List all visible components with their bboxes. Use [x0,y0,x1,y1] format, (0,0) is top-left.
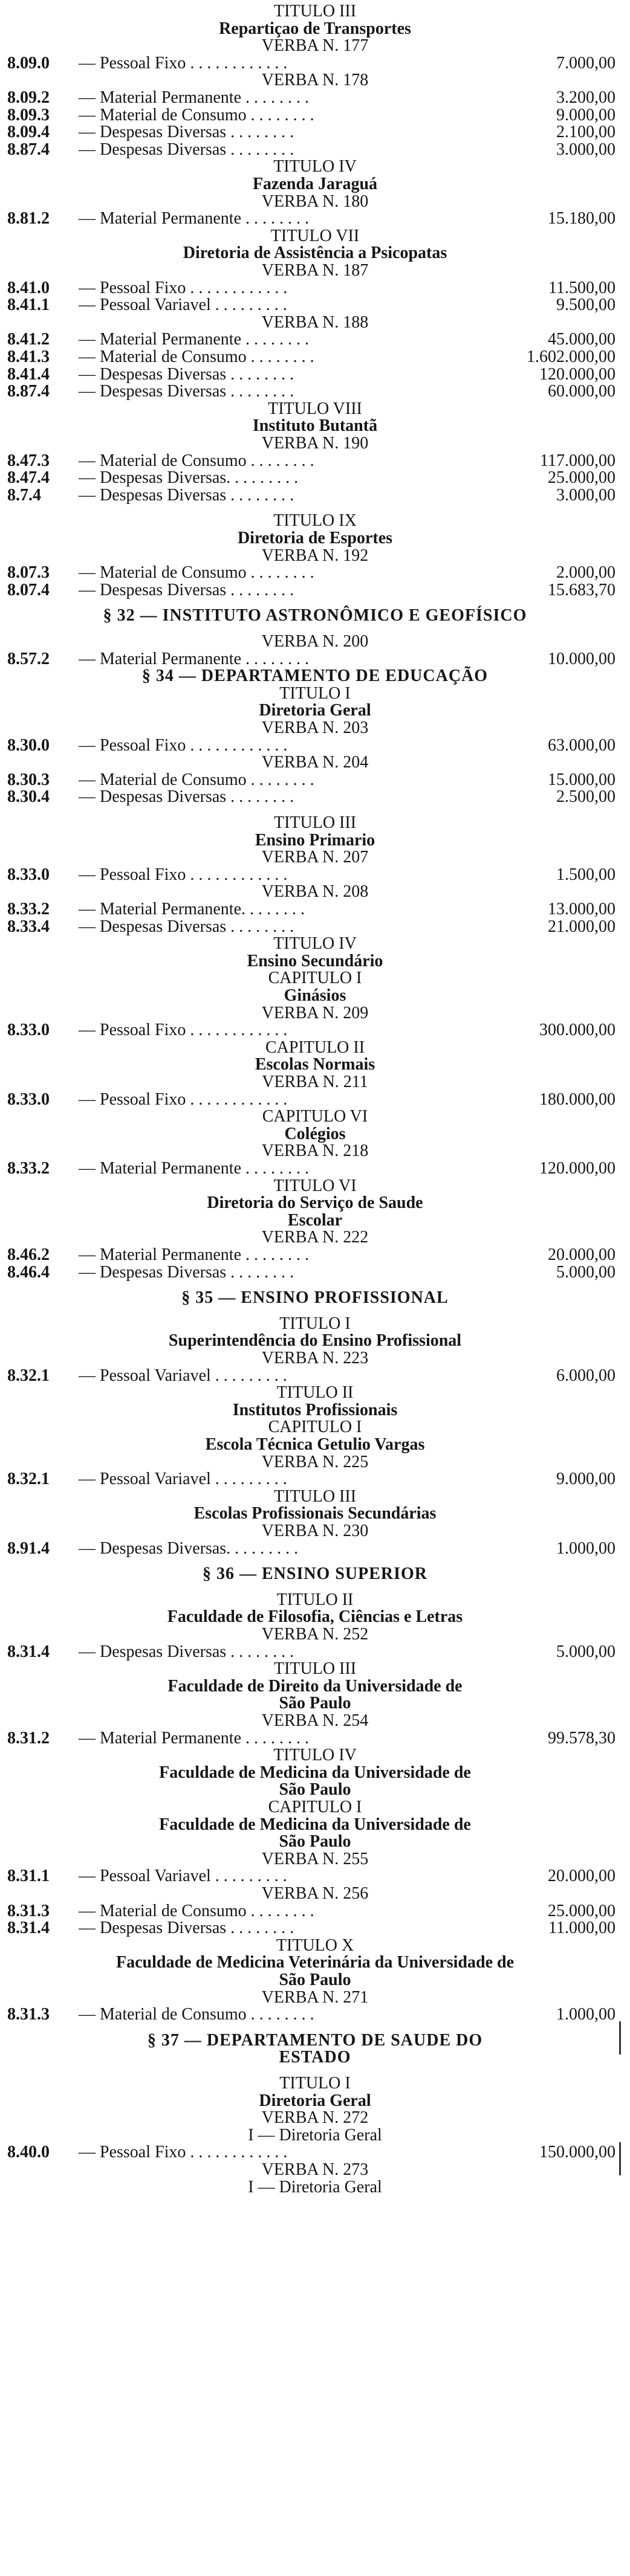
title-heading: VERBA N. 223 [261,1349,369,1367]
title-heading: TITULO II [276,1383,354,1403]
budget-description: — Despesas Diversas. . . . . . . . . [79,468,299,488]
budget-amount: 11.000,00 [548,1919,615,1938]
unit-heading: Diretoria de Esportes [237,529,393,547]
budget-code: 8.47.3 [7,451,50,470]
unit-heading: Fazenda Jaraguá [252,175,378,193]
budget-description: — Despesas Diversas . . . . . . . . [79,364,294,384]
budget-amount: 120.000,00 [539,1159,615,1178]
title-heading: TITULO III [273,1659,357,1679]
unit-heading: Escola Técnica Getulio Vargas [205,1435,425,1454]
title-heading: VERBA N. 178 [261,71,369,90]
title-heading: VERBA N. 273 [261,2160,369,2179]
budget-line [0,902,630,917]
budget-code: 8.31.4 [7,1919,50,1938]
title-heading: VERBA N. 208 [261,882,369,902]
budget-amount: 15.180,00 [548,209,615,228]
title-heading: CAPITULO VI [262,1107,368,1126]
budget-code: 8.09.3 [7,105,50,124]
budget-description: — Despesas Diversas. . . . . . . . . [79,1538,299,1558]
budget-line [0,297,630,313]
title-heading: TITULO I [279,1314,351,1333]
budget-description: — Despesas Diversas . . . . . . . . [79,485,294,505]
budget-code: 8.09.2 [7,88,50,107]
budget-amount: 1.500,00 [556,865,615,884]
budget-line [0,772,630,788]
budget-line [0,1644,630,1660]
budget-code: 8.32.1 [7,1366,50,1385]
section-heading: ESTADO [279,2048,351,2067]
budget-line [0,1022,630,1038]
budget-description: — Despesas Diversas . . . . . . . . [79,787,294,807]
unit-heading: Diretoria Geral [259,2091,371,2110]
title-heading: VERBA N. 255 [261,1849,369,1868]
budget-line [0,867,630,883]
unit-heading: Colégios [284,1124,346,1143]
budget-amount: 63.000,00 [548,735,615,755]
budget-amount: 13.000,00 [548,900,615,918]
title-heading: TITULO IV [273,157,357,176]
title-heading: VERBA N. 211 [262,1073,368,1091]
budget-line [0,384,630,399]
budget-code: 8.30.0 [7,735,50,755]
budget-code: 8.41.1 [7,295,50,315]
unit-heading: Instituto Butantã [252,416,378,436]
title-heading: I — Diretoria Geral [248,2125,382,2145]
budget-amount: 2.500,00 [556,787,615,807]
budget-description: — Material de Consumo . . . . . . . . [79,563,314,583]
budget-amount: 5.000,00 [556,1262,615,1282]
budget-amount: 25.000,00 [548,1901,615,1920]
title-heading: TITULO III [273,813,357,832]
budget-description: — Material Permanente . . . . . . . . [79,1245,310,1264]
title-heading: VERBA N. 254 [261,1711,369,1730]
budget-amount: 7.000,00 [556,53,615,73]
section-heading: § 35 — ENSINO PROFISSIONAL [181,1288,449,1308]
budget-code: 8.31.3 [7,1901,50,1920]
budget-description: — Material de Consumo . . . . . . . . [79,1901,314,1920]
unit-heading: Faculdade de Direito da Universidade de [167,1676,463,1696]
budget-code: 8.31.1 [7,1867,50,1886]
budget-code: 8.81.2 [7,209,50,228]
budget-code: 8.07.4 [7,580,50,599]
section-heading: § 36 — ENSINO SUPERIOR [202,1564,428,1584]
unit-heading: São Paulo [279,1971,351,1989]
title-heading: VERBA N. 222 [261,1228,369,1247]
budget-line [0,1471,630,1487]
budget-code: 8.33.0 [7,1021,50,1040]
budget-line [0,1247,630,1263]
title-heading: VERBA N. 272 [261,2108,369,2128]
budget-line [0,651,630,667]
budget-description: — Material Permanente . . . . . . . . [79,649,310,668]
budget-code: 8.33.2 [7,900,50,918]
title-heading: VERBA N. 188 [261,312,369,332]
budget-description: — Material de Consumo . . . . . . . . [79,105,314,124]
budget-code: 8.41.0 [7,278,50,297]
title-heading: TITULO IV [273,934,357,954]
budget-amount: 10.000,00 [548,649,615,668]
budget-description: — Pessoal Fixo . . . . . . . . . . . . [79,278,288,297]
title-heading: VERBA N. 230 [261,1522,369,1540]
budget-line [0,1868,630,1884]
budget-code: 8.09.4 [7,123,50,142]
budget-amount: 180.000,00 [539,1089,615,1109]
budget-code: 8.30.3 [7,770,50,789]
unit-heading: Ensino Primario [255,830,375,850]
budget-description: — Despesas Diversas . . . . . . . . [79,917,294,936]
budget-code: 8.33.0 [7,1089,50,1109]
budget-line [0,1161,630,1177]
budget-code: 8.07.3 [7,563,50,583]
margin-rule [619,2142,621,2175]
budget-code: 8.31.2 [7,1728,50,1748]
title-heading: VERBA N. 187 [261,261,369,280]
budget-amount: 9.000,00 [556,105,615,124]
budget-description: — Despesas Diversas . . . . . . . . [79,123,294,142]
budget-amount: 20.000,00 [548,1245,615,1264]
budget-description: — Material de Consumo . . . . . . . . [79,347,314,366]
budget-description: — Despesas Diversas . . . . . . . . [79,1642,294,1661]
budget-amount: 60.000,00 [548,382,615,401]
budget-code: 8.09.0 [7,53,50,73]
budget-amount: 15.683,70 [548,580,615,599]
budget-description: — Despesas Diversas . . . . . . . . [79,580,294,599]
budget-description: — Pessoal Variavel . . . . . . . . . [79,1470,287,1489]
budget-line [0,735,630,755]
budget-code: 8.41.3 [7,347,50,366]
budget-line [0,142,630,158]
title-heading: TITULO IX [273,511,357,531]
budget-amount: 2.100,00 [556,123,615,142]
budget-line [0,1368,630,1384]
budget-description: — Pessoal Variavel . . . . . . . . . [79,1867,287,1886]
title-heading: VERBA N. 271 [261,1987,369,2007]
budget-description: — Pessoal Fixo . . . . . . . . . . . . [79,2143,288,2162]
budget-code: 8.46.2 [7,1245,50,1264]
budget-description: — Despesas Diversas . . . . . . . . [79,140,294,159]
budget-code: 8.31.3 [7,2005,50,2024]
title-heading: VERBA N. 200 [261,632,369,651]
margin-rule [619,2021,621,2055]
budget-code: 8.91.4 [7,1538,50,1558]
title-heading: VERBA N. 218 [261,1141,369,1161]
budget-line [0,2145,630,2160]
budget-line [0,1538,630,1558]
budget-code: 8.41.2 [7,330,50,349]
title-heading: VERBA N. 192 [261,546,369,565]
budget-description: — Material de Consumo . . . . . . . . [79,2005,314,2024]
budget-description: — Despesas Diversas . . . . . . . . [79,1919,294,1938]
title-heading: CAPITULO II [265,1038,365,1057]
unit-heading: Escolas Profissionais Secundárias [193,1504,437,1523]
title-heading: TITULO I [279,683,351,703]
budget-code: 8.47.4 [7,468,50,488]
title-heading: TITULO X [276,1935,354,1955]
budget-code: 8.31.4 [7,1642,50,1661]
unit-heading: Ensino Secundário [247,951,383,970]
title-heading: VERBA N. 177 [261,36,369,56]
title-heading: VERBA N. 180 [261,192,369,211]
unit-heading: Diretoria Geral [259,701,371,720]
budget-line [0,485,630,505]
budget-line [0,1262,630,1282]
budget-amount: 3.200,00 [556,88,615,107]
unit-heading: São Paulo [279,1780,351,1800]
budget-line [0,470,630,486]
title-heading: TITULO III [273,2,357,21]
section-heading: § 37 — DEPARTAMENTO DE SAUDE DO [147,2030,483,2050]
budget-description: — Material Permanente . . . . . . . . [79,330,310,349]
budget-line [0,211,630,227]
section-heading: § 32 — INSTITUTO ASTRONÔMICO E GEOFÍSICO [103,606,527,625]
budget-line [0,280,630,296]
budget-line [0,1089,630,1109]
budget-description: — Material de Consumo . . . . . . . . [79,770,314,789]
unit-heading: Diretoria de Assistência a Psicopatas [183,244,447,263]
unit-heading: São Paulo [279,1694,351,1713]
budget-code: 8.87.4 [7,140,50,159]
budget-code: 8.57.2 [7,649,50,668]
budget-amount: 99.578,30 [548,1728,615,1748]
budget-line [0,90,630,106]
title-heading: CAPITULO I [268,1798,362,1816]
title-heading: VERBA N. 207 [261,848,369,867]
budget-amount: 150.000,00 [539,2143,615,2162]
title-heading: CAPITULO I [268,969,362,988]
budget-description: — Despesas Diversas . . . . . . . . [79,1262,294,1282]
budget-amount: 5.000,00 [556,1642,615,1661]
budget-description: — Despesas Diversas . . . . . . . . [79,382,294,401]
title-heading: CAPITULO I [268,1418,362,1437]
budget-amount: 1.000,00 [556,2005,615,2024]
budget-amount: 300.000,00 [539,1021,615,1040]
budget-code: 8.33.4 [7,917,50,936]
budget-description: — Material de Consumo . . . . . . . . [79,451,314,470]
title-heading: VERBA N. 225 [261,1452,369,1471]
budget-line [0,349,630,365]
budget-amount: 3.000,00 [556,485,615,505]
budget-amount: 9.000,00 [556,1470,615,1489]
budget-code: 8.33.0 [7,865,50,884]
budget-line [0,1903,630,1919]
budget-amount: 21.000,00 [548,917,615,936]
budget-description: — Pessoal Fixo . . . . . . . . . . . . [79,1021,288,1040]
budget-amount: 15.000,00 [548,770,615,789]
budget-line [0,565,630,581]
budget-description: — Material Permanente . . . . . . . . [79,209,310,228]
title-heading: VERBA N. 190 [261,434,369,453]
title-heading: TITULO VIII [268,399,362,418]
title-heading: TITULO IV [273,1746,357,1765]
budget-amount: 1.000,00 [556,1538,615,1558]
budget-amount: 11.500,00 [548,278,615,297]
unit-heading: Escolas Normais [255,1055,375,1074]
budget-description: — Pessoal Variavel . . . . . . . . . [79,1366,287,1385]
title-heading: TITULO III [273,1487,357,1506]
unit-heading: Faculdade de Medicina Veterinária da Universidade de [116,1953,514,1972]
title-heading: VERBA N. 252 [261,1625,369,1644]
budget-line [0,53,630,73]
budget-description: — Pessoal Variavel . . . . . . . . . [79,295,287,315]
unit-heading: Faculdade de Medicina da Universidade de [159,1815,471,1834]
unit-heading: Diretoria do Serviço de Saude [207,1193,423,1213]
budget-code: 8.41.4 [7,364,50,384]
title-heading: TITULO I [279,2074,351,2093]
budget-description: — Material Permanente . . . . . . . . [79,1728,310,1748]
title-heading: TITULO VII [270,226,360,245]
budget-description: — Pessoal Fixo . . . . . . . . . . . . [79,53,288,73]
budget-line [0,1920,630,1936]
budget-amount: 9.500,00 [556,295,615,315]
budget-line [0,105,630,124]
title-heading: VERBA N. 204 [261,753,369,772]
budget-description: — Pessoal Fixo . . . . . . . . . . . . [79,1089,288,1109]
unit-heading: São Paulo [279,1832,351,1851]
budget-line [0,789,630,805]
budget-amount: 3.000,00 [556,140,615,159]
budget-code: 8.87.4 [7,382,50,401]
budget-code: 8.40.0 [7,2143,50,2162]
unit-heading: Repartiçao de Transportes [219,19,411,38]
section-heading: § 34 — DEPARTAMENTO DE EDUCAÇÃO [141,667,489,686]
budget-code: 8.30.4 [7,787,50,807]
budget-line [0,364,630,384]
budget-description: — Pessoal Fixo . . . . . . . . . . . . [79,735,288,755]
unit-heading: Institutos Profissionais [232,1400,398,1419]
budget-amount: 1.602.000,00 [527,347,615,366]
budget-line [0,580,630,599]
budget-code: 8.7.4 [7,485,41,505]
budget-code: 8.46.4 [7,1262,50,1282]
budget-amount: 120.000,00 [539,364,615,384]
budget-code: 8.33.2 [7,1159,50,1178]
title-heading: VERBA N. 256 [261,1884,369,1903]
title-heading: TITULO II [276,1590,354,1609]
budget-code: 8.32.1 [7,1470,50,1489]
budget-description: — Pessoal Fixo . . . . . . . . . . . . [79,865,288,884]
budget-line [0,1728,630,1748]
title-heading: TITULO VI [273,1176,357,1195]
unit-heading: Ginásios [284,986,346,1005]
budget-amount: 117.000,00 [540,451,615,470]
title-heading: I — Diretoria Geral [248,2177,382,2197]
budget-line [0,2007,630,2022]
budget-description: — Material Permanente. . . . . . . . [79,900,305,918]
budget-line [0,919,630,935]
budget-line [0,332,630,347]
budget-amount: 45.000,00 [548,330,615,349]
unit-heading: Escolar [287,1210,343,1230]
budget-description: — Material Permanente . . . . . . . . [79,88,310,107]
budget-amount: 2.000,00 [556,563,615,583]
budget-amount: 25.000,00 [548,468,615,488]
budget-description: — Material Permanente . . . . . . . . [79,1159,310,1178]
budget-line [0,453,630,469]
title-heading: VERBA N. 203 [261,718,369,737]
budget-line [0,124,630,140]
budget-amount: 6.000,00 [556,1366,615,1385]
unit-heading: Faculdade de Medicina da Universidade de [159,1763,471,1782]
unit-heading: Superintendência do Ensino Profissional [168,1331,462,1351]
title-heading: VERBA N. 209 [261,1003,369,1022]
unit-heading: Faculdade de Filosofia, Ciências e Letras [167,1607,463,1627]
budget-amount: 20.000,00 [548,1867,615,1886]
